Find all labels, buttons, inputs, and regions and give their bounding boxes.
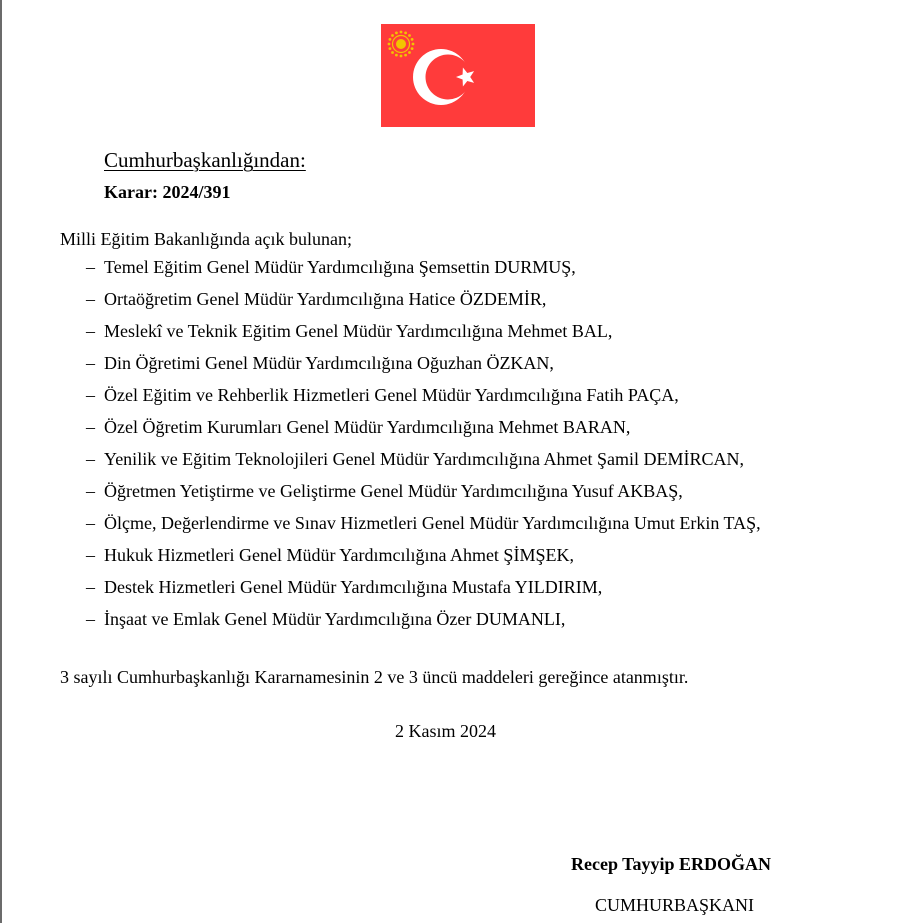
emblem-star	[408, 34, 411, 37]
emblem-star	[404, 32, 407, 35]
appointment-item	[60, 447, 857, 471]
appointment-item	[60, 575, 857, 599]
signatory-name: Recep Tayyip ERDOĞAN	[571, 854, 772, 874]
appointment-item	[60, 255, 857, 279]
list-dash: –	[86, 353, 95, 373]
emblem-star	[395, 32, 398, 35]
emblem-star	[404, 54, 407, 57]
appointment-text: Din Öğretimi Genel Müdür Yardımcılığına Oğuzhan ÖZKAN,	[104, 353, 554, 373]
appointment-item	[60, 511, 857, 535]
list-dash: –	[86, 481, 95, 501]
appointment-text: Özel Eğitim ve Rehberlik Hizmetleri Genel Müdür Yardımcılığına Fatih PAÇA,	[104, 385, 679, 405]
emblem-star	[412, 43, 415, 46]
list-dash: –	[86, 609, 95, 629]
appointment-item	[60, 383, 857, 407]
flag-graphic	[381, 24, 535, 127]
list-dash: –	[86, 385, 95, 405]
issuing-authority-heading: Cumhurbaşkanlığından:	[104, 148, 306, 172]
turkish-presidential-flag-icon	[381, 24, 535, 127]
appointment-text: Temel Eğitim Genel Müdür Yardımcılığına Şemsettin DURMUŞ,	[104, 257, 576, 277]
appointment-item	[60, 319, 857, 343]
emblem-star	[400, 31, 403, 34]
emblem-star	[391, 34, 394, 37]
appointment-text: Ölçme, Değerlendirme ve Sınav Hizmetleri Genel Müdür Yardımcılığına Umut Erkin TAŞ,	[104, 513, 761, 533]
appointment-text: Meslekî ve Teknik Eğitim Genel Müdür Yardımcılığına Mehmet BAL,	[104, 321, 613, 341]
list-dash: –	[86, 417, 95, 437]
emblem-star	[395, 54, 398, 57]
appointment-text: Hukuk Hizmetleri Genel Müdür Yardımcılığına Ahmet ŞİMŞEK,	[104, 545, 574, 565]
intro-text: Milli Eğitim Bakanlığında açık bulunan;	[60, 229, 352, 249]
list-dash: –	[86, 577, 95, 597]
list-dash: –	[86, 449, 95, 469]
appointment-text: Yenilik ve Eğitim Teknolojileri Genel Müdür Yardımcılığına Ahmet Şamil DEMİRCAN,	[104, 449, 745, 469]
emblem-star	[408, 51, 411, 54]
decision-date: 2 Kasım 2024	[395, 721, 496, 741]
emblem-star	[411, 47, 414, 50]
legal-basis-text: 3 sayılı Cumhurbaşkanlığı Kararnamesinin 2 ve 3 üncü maddeleri gereğince atanmıştır.	[60, 667, 689, 687]
appointment-item	[60, 415, 857, 439]
appointment-item	[60, 543, 857, 567]
emblem-star	[389, 47, 392, 50]
decision-number: Karar: 2024/391	[104, 182, 231, 202]
appointment-text: Ortaöğretim Genel Müdür Yardımcılığına Hatice ÖZDEMİR,	[104, 289, 547, 309]
appointment-item	[60, 351, 857, 375]
emblem-star	[400, 55, 403, 58]
appointment-item	[60, 607, 857, 631]
appointment-text: İnşaat ve Emlak Genel Müdür Yardımcılığına Özer DUMANLI,	[104, 609, 566, 629]
appointment-text: Öğretmen Yetiştirme ve Geliştirme Genel Müdür Yardımcılığına Yusuf AKBAŞ,	[104, 481, 683, 501]
list-dash: –	[86, 289, 95, 309]
list-dash: –	[86, 257, 95, 277]
signatory-title: CUMHURBAŞKANI	[595, 895, 755, 915]
emblem-core	[396, 39, 406, 49]
appointment-text: Özel Öğretim Kurumları Genel Müdür Yardımcılığına Mehmet BARAN,	[104, 417, 631, 437]
emblem-star	[391, 51, 394, 54]
list-dash: –	[86, 513, 95, 533]
page-left-border	[0, 0, 2, 923]
appointment-text: Destek Hizmetleri Genel Müdür Yardımcılığına Mustafa YILDIRIM,	[104, 577, 603, 597]
list-dash: –	[86, 545, 95, 565]
appointment-list	[60, 255, 857, 639]
list-dash: –	[86, 321, 95, 341]
emblem-star	[388, 43, 391, 46]
emblem-star	[389, 38, 392, 41]
appointment-item	[60, 479, 857, 503]
emblem-star	[411, 38, 414, 41]
appointment-item	[60, 287, 857, 311]
